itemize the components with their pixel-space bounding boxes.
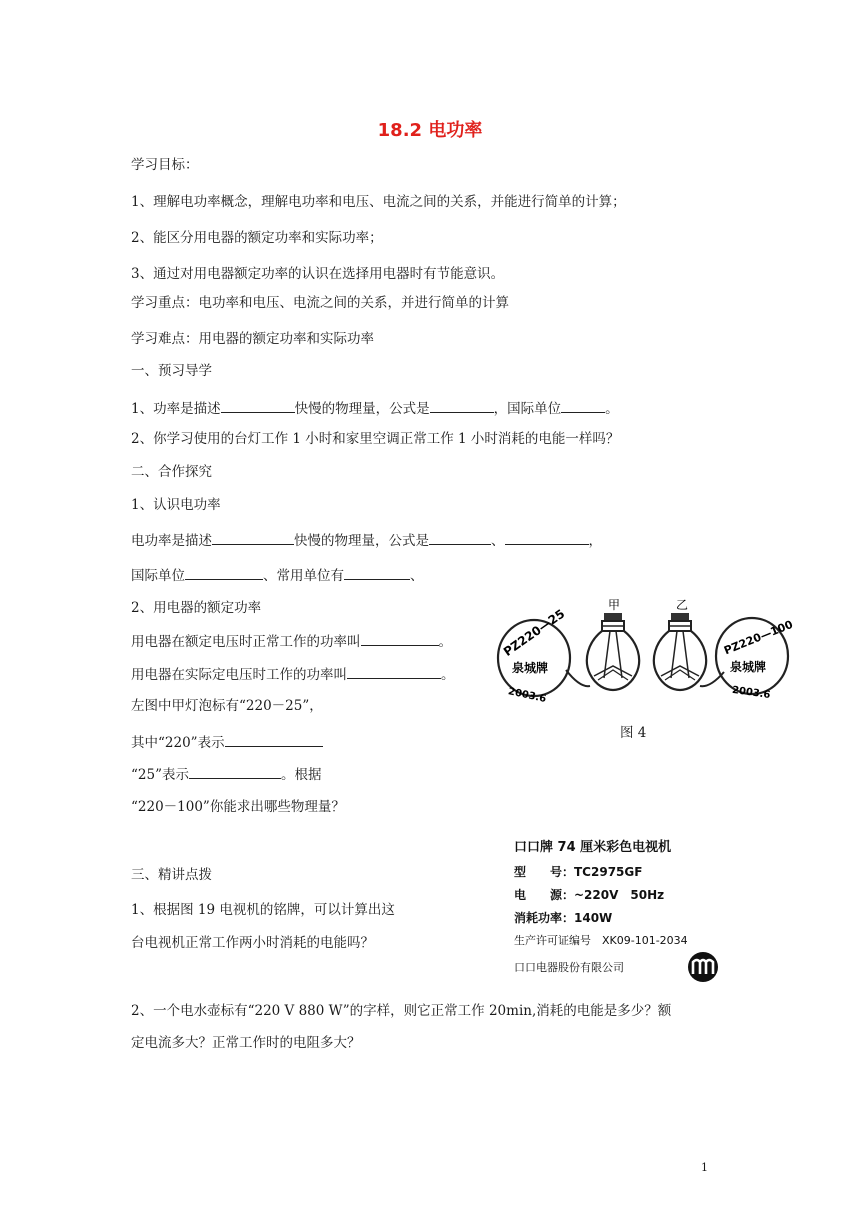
difficult-points: 学习难点：用电器的额定功率和实际功率 [131,331,374,347]
bulb-a-icon [587,613,639,690]
bulb-a-rating: PZ220—25 [500,606,568,659]
page-number: 1 [701,1161,708,1174]
nameplate-power-supply: 电 源：~220V 50Hz [514,888,665,902]
nameplate-consumption: 消耗功率：140W [514,911,613,925]
bulbs-figure [488,598,793,706]
blank[interactable] [344,565,410,580]
blank[interactable] [189,764,281,779]
objective-2: 2、能区分用电器的额定功率和实际功率； [131,230,383,246]
subsection-2-2: 2、用电器的额定功率 [131,600,262,616]
tv-nameplate [508,832,724,984]
section-2-heading: 二、合作探究 [131,464,212,480]
bulb-a-intro: 左图中甲灯泡标有“220－25”， [131,698,323,714]
bulb-b-brand: 泉城牌 [730,660,767,674]
bulb-a-brand: 泉城牌 [512,661,549,675]
bulb-b-date: 2003.6 [731,684,772,702]
nameplate-model: 型 号：TC2975GF [514,865,643,879]
actual-power-line: 用电器在实际定电压时工作的功率叫 。 [131,664,455,684]
blank[interactable] [221,398,295,413]
nameplate-maker: 口口电器股份有限公司 [514,961,624,974]
question-3-1b: 台电视机正常工作两小时消耗的电能吗？ [131,935,374,951]
nameplate-heading: 口口牌 74 厘米彩色电视机 [514,840,672,855]
question-3-2b: 定电流多大？正常工作时的电阻多大？ [131,1035,361,1051]
section-1-heading: 一、预习导学 [131,363,212,379]
question-3-1a: 1、根据图 19 电视机的铭牌，可以计算出这 [131,902,395,918]
blank[interactable] [212,530,294,545]
blank[interactable] [225,732,323,747]
question-2-1b: 国际单位 、常用单位有 、 [131,565,424,585]
question-3-2a: 2、一个电水壶标有“220 V 880 W”的字样，则它正常工作 20min,消耗的电能是多少？额 [131,1003,672,1019]
blank[interactable] [505,530,589,545]
blank[interactable] [430,398,494,413]
nameplate-license: 生产许可证编号 XK09-101-2034 [514,934,688,947]
meaning-25-line: “25”表示 。根据 [131,764,321,784]
bulb-b-label: 乙 [676,598,689,612]
bulb-a-label: 甲 [608,598,621,612]
rated-power-line: 用电器在额定电压时正常工作的功率叫 。 [131,631,452,651]
manufacturer-logo-icon [686,950,720,984]
bulb-b-icon [654,613,706,690]
objectives-heading: 学习目标： [131,157,199,173]
objective-1: 1、理解电功率概念，理解电功率和电压、电流之间的关系，并能进行简单的计算； [131,194,626,210]
bulb-a-date: 2003.6 [507,686,548,705]
question-1-2: 2、你学习使用的台灯工作 1 小时和家里空调正常工作 1 小时消耗的电能一样吗？ [131,431,620,447]
bulb-a-stamp-tail [566,670,590,686]
key-points: 学习重点：电功率和电压、电流之间的关系，并进行简单的计算 [131,295,509,311]
blank[interactable] [185,565,263,580]
blank[interactable] [429,530,491,545]
meaning-220-line: 其中“220”表示 [131,732,323,752]
page-title: 18.2 电功率 [377,120,483,141]
blank[interactable] [361,631,439,646]
bulbs-illustration [488,598,793,706]
question-2-1a: 电功率是描述 快慢的物理量，公式是 、 ， [131,530,602,550]
section-3-heading: 三、精讲点拨 [131,867,212,883]
blank[interactable] [347,664,441,679]
figure-caption: 图 4 [620,725,647,741]
bulb-b-rating: PZ220—100 [722,617,793,658]
objective-3: 3、通过对用电器额定功率的认识在选择用电器时有节能意识。 [131,266,505,282]
question-220-100: “220－100”你能求出哪些物理量？ [131,799,345,815]
question-1-1: 1、功率是描述 快慢的物理量，公式是 ，国际单位 。 [131,398,619,418]
subsection-2-1: 1、认识电功率 [131,497,221,513]
blank[interactable] [561,398,605,413]
